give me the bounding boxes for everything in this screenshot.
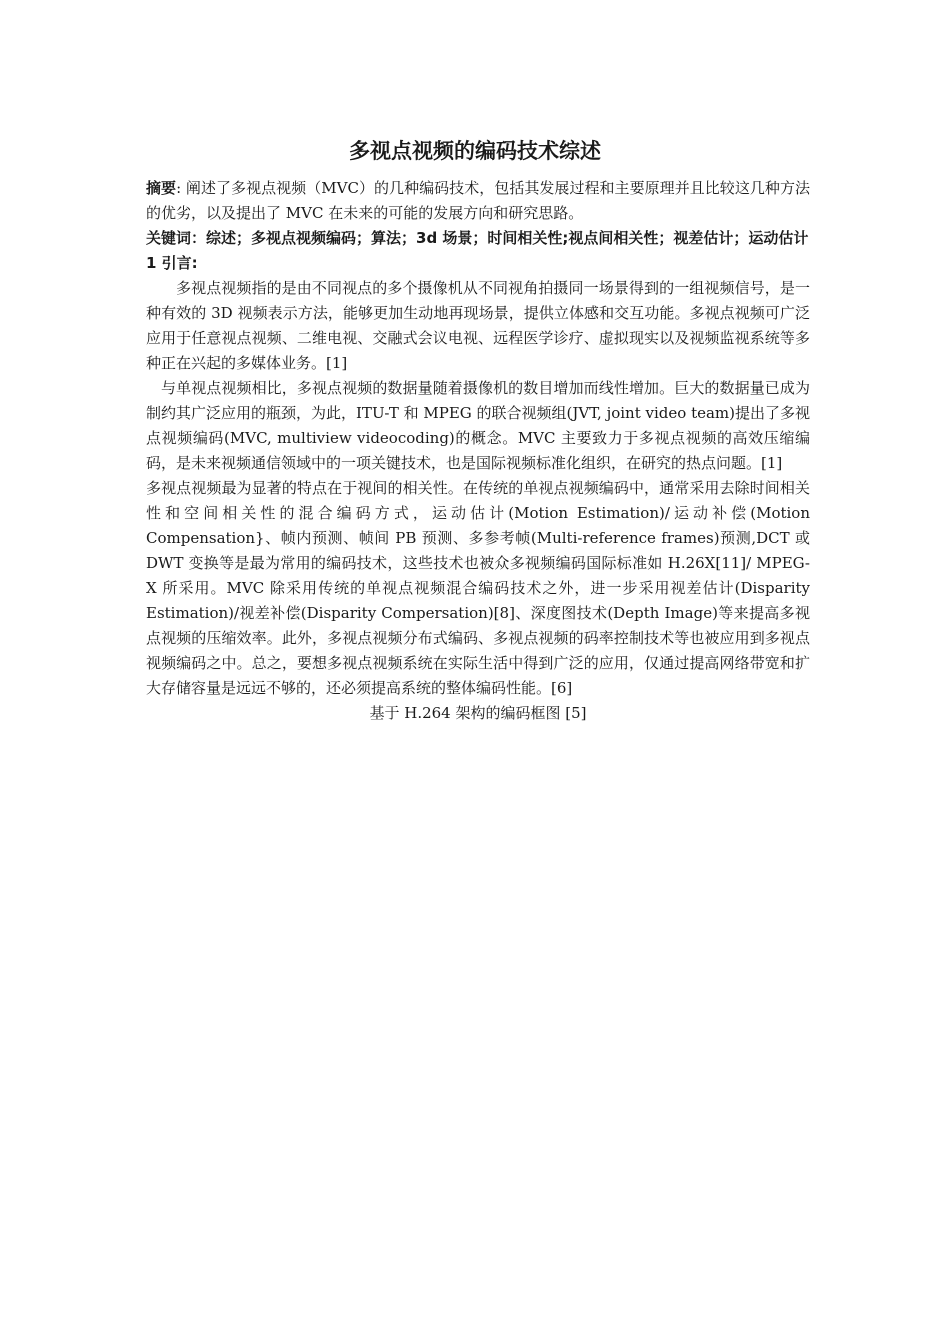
section-heading: 1 引言: <box>146 254 198 272</box>
document-body <box>146 176 810 726</box>
keywords: 关键词：综述；多视点视频编码；算法；3d 场景；时间相关性;视点间相关性；视差估计；运动估计 <box>146 229 809 247</box>
paragraph-1: 多视点视频指的是由不同视点的多个摄像机从不同视角拍摄同一场景得到的一组视频信号，是一种有效的 3D 视频表示方法，能够更加生动地再现场景，提供立体感和交互功能。多视点视频可广泛应用于任意视点视频、二维电视、交融式会议电视、远程医学诊疗、虚拟现实以及视频监视系统等多种正在兴起的多媒体业务。[1] <box>146 279 810 372</box>
abstract <box>146 176 810 226</box>
figure-caption: 基于 H.264 架构的编码框图 [5] <box>369 704 587 722</box>
abstract-label: 摘要 <box>146 179 177 197</box>
abstract-text: : 阐述了多视点视频（MVC）的几种编码技术，包括其发展过程和主要原理并且比较这几种方法的优劣，以及提出了 MVC 在未来的可能的发展方向和研究思路。 <box>146 179 810 222</box>
paragraph-2: 与单视点视频相比，多视点视频的数据量随着摄像机的数目增加而线性增加。巨大的数据量已成为制约其广泛应用的瓶颈，为此，ITU-T 和 MPEG 的联合视频组(JVT, joint video team)提出了多视点视频编码(MVC, multiview videocoding)的概念。MVC 主要致力于多视点视频的高效压缩编码，是未来视频通信领域中的一项关键技术，也是国际视频标准化组织，在研究的热点问题。[1] <box>146 379 810 472</box>
paragraph-3: 多视点视频最为显著的特点在于视间的相关性。在传统的单视点视频编码中，通常采用去除时间相关性和空间相关性的混合编码方式，运动估计(Motion Estimation)/运动补偿(Motion Compensation}、帧内预测、帧间 PB 预测、多参考帧(Multi-reference frames)预测,DCT 或 DWT 变换等是最为常用的编码技术，这些技术也被众多视频编码国际标准如 H.26X[11]/ MPEG-X 所采用。MVC 除采用传统的单视点视频混合编码技术之外，进一步采用视差估计(Disparity Estimation)/视差补偿(Disparity Compersation)[8]、深度图技术(Depth Image)等来提高多视点视频的压缩效率。此外，多视点视频分布式编码、多视点视频的码率控制技术等也被应用到多视点视频编码之中。总之，要想多视点视频系统在实际生活中得到广泛的应用，仅通过提高网络带宽和扩大存储容量是远远不够的，还必须提高系统的整体编码性能。[6] <box>146 479 810 697</box>
document-title: 多视点视频的编码技术综述 <box>349 139 601 163</box>
